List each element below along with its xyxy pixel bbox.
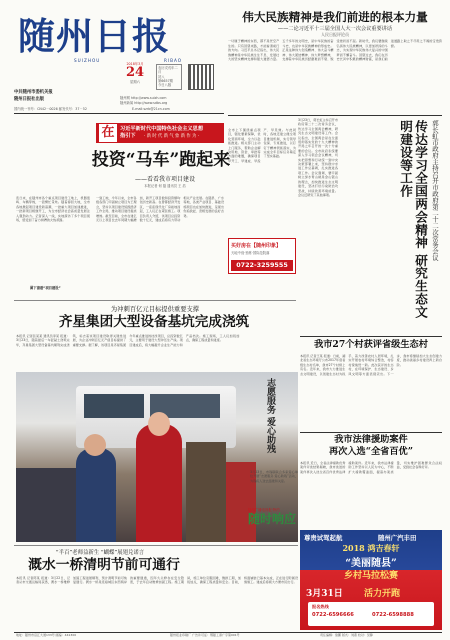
- issue-line: 今日八版: [158, 83, 172, 88]
- badge: [248, 508, 298, 538]
- ad-brand: 随州广汽丰田: [378, 534, 417, 542]
- ad-headline: 尊贵试驾起航: [304, 534, 343, 542]
- ad-event-line-1: 2018 鸿吉春轩: [342, 543, 400, 553]
- masthead-title: 随州日报: [18, 14, 170, 58]
- lead-story-title: 投资“马车”跑起来: [91, 150, 231, 170]
- site-line-1: 随州网 http://www.suizh.com: [120, 96, 167, 100]
- ad-date: 3月31日: [306, 589, 343, 599]
- top-story-rule: [228, 115, 442, 116]
- badge-title: 随时响应: [248, 512, 297, 527]
- lead-story-body: 一到工地，今年以来，全市各级各部门牢固树立项目为王理念，坚持以项目建设统揽经济工作全局，推动项目建设提质增效。截至目前，全市在建亿元以上项目比去年同期大幅增加，新开工项目数和投资额均创历史新高。在曾都经济开发区，一座座现代化厂房拔地而起，工人们正在紧张施工。项目负责人介绍，该项目总投资数十亿元，建成后将有力带动相关产业发展。在随县、广水等地，各类产业项目、基础设施项目也在加快推进，呈现出你追我赶、竞相发展的良好态势。: [96, 196, 224, 223]
- ad-slogan: 活力开跑: [364, 589, 401, 599]
- issue-line: 第6657期: [158, 78, 173, 83]
- footer-left: 地址：随州市沿江大道133号 邮编：441300: [16, 633, 77, 637]
- right-story1-rule: [300, 336, 442, 337]
- bottom-story-title: 溉水一桥清明节前可通行: [28, 557, 180, 573]
- top-story-source: 人民日报评论员: [321, 32, 349, 37]
- photo-slogan-line: 志愿服务: [265, 378, 275, 414]
- weekday: 星期六: [130, 80, 140, 85]
- right-story2-title-2: 再次入选“全省百优”: [328, 446, 414, 457]
- banner-line-2: 指引下: [120, 133, 136, 139]
- org-line: 中共随州市委机关报: [14, 90, 53, 95]
- ad-phone-box: [308, 602, 434, 626]
- divider: [14, 545, 298, 546]
- date-line: 2018年3月: [126, 62, 144, 66]
- footer-right: 责任编辑：詹鹏 版式：刘燕 校对：吴静: [320, 633, 373, 637]
- ad-phone-1: 0722-6596666: [312, 612, 354, 618]
- banner-line-3: · 新 时 代 新 气 象 新 作 为 ·: [144, 134, 200, 139]
- second-story-kicker: 为冲刺百亿元目标提供重要支撑: [110, 306, 200, 313]
- second-story-title: 齐星集团大型设备基坑完成浇筑: [58, 314, 250, 330]
- ad-block[interactable]: [300, 530, 442, 630]
- ad-phone-2: 0722-6598888: [372, 612, 414, 618]
- vertical-story-body: 3月23日，郭长虹主持召开市政府第二十二次常务会议，传达学习全国两会精神，研究生态文明建设等工作。会议指出，全国两会是在全面贯彻落实党的十九大精神的开局之年召开的一次十分重要的会议。全市政府系统要深入学习领会会议精神，切实把思想和行动统一到中央决策部署上来，坚持稳中求进工作总基调，扎实推进各项工作。会议强调，要牢固树立绿水青山就是金山银山的理念，加快推进生态文明建设，坚决打好污染防治攻坚战，持续改善环境质量。会议还研究了其他事项。: [298, 118, 338, 197]
- photo-person: [84, 434, 106, 456]
- photo-bus-window: [84, 394, 144, 418]
- photo-person: [76, 448, 116, 542]
- ad-phone-label: 报名热线: [312, 604, 329, 609]
- qr-code-icon: [188, 64, 214, 90]
- banner-line-1: 习近平新时代中国特色社会主义思想: [120, 126, 204, 132]
- feature-banner: [96, 123, 224, 143]
- ad-event-line-2: “美丽随县”: [345, 558, 397, 569]
- right-story2-title: 我市法律援助案件: [334, 434, 408, 445]
- ad-small-phone: 0722-3259555: [231, 260, 293, 271]
- photo-slogan: [264, 378, 276, 478]
- divider: [14, 300, 296, 301]
- email-line: E-mail:szrb@21cn.com: [132, 107, 170, 111]
- date-day: 24: [125, 65, 145, 81]
- bottom-story-body: 本报讯 记者陈某 报道：3月22日，记者从市交通运输局获悉，溉水一桥维修加固工程进展顺利，预计清明节前可恢复通行。溉水一桥是连接城区东西两岸的重要通道，因年久失修存在安全隐患，于去年启动维修加固工程。施工期间，施工单位克服困难，倒排工期，加班加点，确保工程质量和安全。目前，桥面铺装已基本完成，正在进行附属设施施工。建成后将极大方便市民出行。: [16, 576, 298, 585]
- ad-small-line: 天地中庭·独栋·国际范院落: [231, 251, 270, 255]
- photo-person: [136, 424, 182, 542]
- top-story-title: 伟大民族精神是我们前进的根本力量: [242, 10, 428, 24]
- top-story-body: 一切属于精神的东西，都不是凭空产生的。只有回望来路，才能看清前行的方向。习近平总书记指出，伟大民族精神是中华民族生生不息、发展壮大的坚实精神支撑和强大道德力量。五千多年的文明史，是中华民族的奋斗史，也是中华民族精神的形成史。正是这种伟大创造精神、伟大奋斗精神、伟大团结精神、伟大梦想精神，支撑着中华民族历经磨难而不衰、饱受挫折而不屈。新时代，我们要继续弘扬伟大民族精神，以更加昂扬的斗志，为实现中华民族伟大复兴的中国梦而不懈奋斗。回望过去，我们在历史长河中积累的精神财富，是我们前进道路上取之不尽用之不竭的宝贵资源。: [228, 39, 442, 61]
- date-block: [114, 62, 156, 98]
- issue-box: [156, 64, 182, 90]
- masthead-pinyin-left: SUIZHOU: [74, 58, 101, 63]
- issue-line: 初八: [158, 74, 165, 79]
- publisher-line: 随州日报社出版: [14, 97, 45, 102]
- top-story: [228, 10, 442, 114]
- second-story-body: 本报讯 记者张某某 通讯员李某 报道：3月23日，随着最后一车混凝土浇筑完毕，齐星集团大型设备基坑顺利完成浇筑，标志着该项目建设取得关键性进展，为企业冲刺百亿元产值目标提供了重要支撑。据了解，该项目是齐星集团今年重点推进的技改项目，总投资数亿元，主要用于建设大型冲压生产线。项目建成后，将大幅提升企业生产能力和产品档次。施工现场，工人们加班加点，确保工程质量和进度。: [16, 334, 240, 347]
- vertical-story-kicker: 郭长虹市政府主持召开市政府第二十二次常务会议: [431, 120, 439, 261]
- right-story2-rule: [300, 432, 442, 433]
- photo-slogan-line: 爱心助残: [265, 417, 275, 454]
- footer-mid: 随州报业印刷厂 广告许可证：鄂随工商广字第001号: [170, 633, 240, 637]
- right-story1-title: 我市27个村获评省级生态村: [314, 339, 428, 350]
- ad-small-title: 买好房在【随州印象】: [231, 243, 282, 249]
- side-column-body: 连日来，在随州市各个重点项目建设工地上，机器轰鸣、车辆穿梭，一派繁忙景象。随着春回大地，全市各地掀起项目建设新高潮，一批重大项目加速推进，一批新项目相继开工，为全市经济社会高质量发展注入强劲动力。记者深入一线，实地探访了多个项目现场，感受到了奋力拼搏的火热氛围。: [16, 196, 90, 223]
- badge-label: 随州广播电视报·特约: [248, 508, 280, 512]
- right-story2-body: 本报讯 近日，全省法律援助优秀案件评选结果揭晓，我市选送的案件再次入选全省百件优秀法律援助案件。近年来，我市法律援助工作坚持以人民为中心，不断扩大援助覆盖面，提高办案质量，切实维护困难群众合法权益，受到社会各界好评。: [300, 461, 442, 474]
- vertical-story-title: 传达学习全国两会精神 研究生态文明建设等工作: [398, 120, 428, 319]
- masthead: [14, 8, 224, 128]
- masthead-pinyin-right: RIBAO: [164, 58, 183, 63]
- photo-person: [148, 412, 170, 436]
- masthead-rule: [14, 113, 224, 114]
- banner-tag: 在: [99, 124, 117, 142]
- photo-person: [186, 442, 226, 542]
- issue-line: 农历戊戌年二月: [158, 66, 178, 75]
- photo-caption: 3月23日，市残联联合多家爱心单位开展“志愿服务 爱心助残”活动，为残疾人送去温暖和关爱。: [250, 470, 298, 483]
- lead-story-subtitle: ——看看我市项目建设: [134, 176, 195, 183]
- photo-person: [16, 468, 76, 542]
- right-story1-body: 本报讯 记者王某 报道：日前，湖北省生态环境厅公布2017年度省级生态村名单，我市27个村榜上有名。近年来，我市大力推进生态文明建设，以创建生态村为抓手，着力改善农村人居环境，扎实开展农村环境综合整治，村容村貌焕然一新。此次获评的生态村，在环境保护、生态建设、乡风文明等方面表现突出。下一步，我市将继续加大生态创建力度，推动美丽乡村建设再上新台阶。: [300, 354, 442, 376]
- vertical-story: [340, 118, 442, 332]
- center-right-body: 全市上下围绕重点项目，强化要素保障，优化营商环境，全力以赴抓推进。相关部门主动上门服务，帮助企业解决用地、资金、审批等方面的难题，确保项目早开工、早建成、早投产、早见效。与此同时，各地还建立健全项目推进机制，实行领导包保、专班推进，以钉钉子精神狠抓落实，为完成全年目标任务奠定了坚实基础。: [228, 128, 296, 163]
- codes-line: 国内统一刊号：CN42－0026 邮发代号：37－52: [14, 107, 87, 111]
- top-story-subtitle: ——二论习近平十三届全国人大一次会议重要讲话: [277, 26, 393, 32]
- bottom-story-kicker: “半百”老师益新生 “蝴蝶”展翅兑诺言: [55, 550, 145, 556]
- ad-small[interactable]: [228, 238, 296, 274]
- side-column-caption: 图下请看“项目建设”: [30, 286, 61, 290]
- ad-event-line-3: 乡村马拉松赛: [343, 571, 398, 581]
- site-line-2: 随州新闻 http://www.sdbs.org: [120, 101, 168, 105]
- lead-story-byline: 本报记者 何 磊 通讯员 王 浩: [144, 184, 186, 188]
